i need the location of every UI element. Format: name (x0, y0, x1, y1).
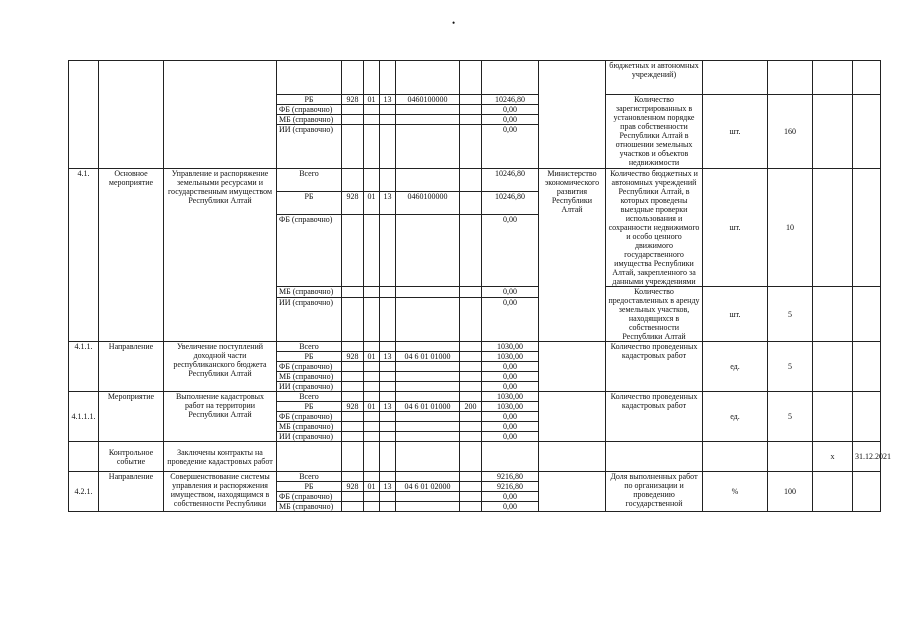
item-type: Контрольное событие (99, 442, 164, 472)
amount-cell: 0,00 (482, 412, 539, 422)
program-table (68, 60, 891, 512)
indicator-cell: Доля выполненных работ по организации и проведению государственной (606, 472, 703, 512)
unit-cell: % (703, 472, 768, 512)
amount-cell: 1030,00 (482, 352, 539, 362)
amount-cell: 9216,80 (482, 482, 539, 492)
indicator-cell: Количество предоставленных в аренду земельных участков, находящихся в собственности Республики Алтай (606, 287, 703, 342)
unit-cell: ед. (703, 342, 768, 392)
source-cell: МБ (справочно) (277, 502, 342, 512)
item-name: Управление и распоряжение земельными ресурсами и государственным имуществом Республики Алтай (164, 169, 277, 342)
amount-cell: 0,00 (482, 432, 539, 442)
source-cell: МБ (справочно) (277, 372, 342, 382)
source-cell: ФБ (справочно) (277, 492, 342, 502)
item-type: Мероприятие (99, 392, 164, 442)
rz-cell: 01 (364, 482, 380, 492)
source-cell: ФБ (справочно) (277, 105, 342, 115)
table-row (69, 472, 881, 482)
table-row (69, 169, 881, 192)
item-name: Заключены контракты на проведение кадастровых работ (164, 442, 277, 472)
unit-cell: ед. (703, 392, 768, 442)
amount-cell: 0,00 (482, 298, 539, 342)
pr-cell: 13 (380, 482, 396, 492)
source-cell: ИИ (справочно) (277, 125, 342, 169)
amount-cell: 0,00 (482, 502, 539, 512)
csr-cell: 04 6 01 01000 (396, 402, 460, 412)
value-cell: 100 (768, 472, 813, 512)
mark-cell: х (813, 442, 853, 472)
source-cell: Всего (277, 342, 342, 352)
rz-cell: 01 (364, 95, 380, 105)
source-cell: Всего (277, 169, 342, 192)
item-type: Направление (99, 342, 164, 392)
unit-cell: шт. (703, 95, 768, 169)
csr-cell: 04 6 01 01000 (396, 352, 460, 362)
csr-cell: 04 6 01 02000 (396, 482, 460, 492)
pr-cell: 13 (380, 352, 396, 362)
grbs-cell: 928 (342, 402, 364, 412)
source-cell: ИИ (справочно) (277, 298, 342, 342)
table-row (69, 95, 881, 105)
indicator-cell: бюджетных и автономных учреждений) (606, 61, 703, 95)
item-name: Увеличение поступлений доходной части республиканского бюджета Республики Алтай (164, 342, 277, 392)
amount-cell: 0,00 (482, 287, 539, 298)
indicator-cell: Количество бюджетных и автономных учреждений Республики Алтай, в которых проведены выездные проверки использования и сохранности недвижимого и особо ценного движимого государственного имущества Республики Алтай, закрепленного за данными учреждениями (606, 169, 703, 287)
grbs-cell: 928 (342, 482, 364, 492)
grbs-cell: 928 (342, 192, 364, 215)
source-cell: ФБ (справочно) (277, 412, 342, 422)
amount-cell: 0,00 (482, 215, 539, 287)
table-row (69, 342, 881, 352)
amount-cell: 0,00 (482, 105, 539, 115)
amount-cell: 1030,00 (482, 342, 539, 352)
amount-cell: 0,00 (482, 492, 539, 502)
rz-cell: 01 (364, 352, 380, 362)
value-cell: 5 (768, 287, 813, 342)
date-cell: 31.12.2021 (853, 442, 881, 472)
amount-cell: 0,00 (482, 115, 539, 125)
unit-cell: шт. (703, 287, 768, 342)
amount-cell: 0,00 (482, 372, 539, 382)
pr-cell: 13 (380, 192, 396, 215)
item-number: 4.1. (69, 169, 99, 342)
rz-cell: 01 (364, 402, 380, 412)
page-mark: • (452, 18, 456, 28)
value-cell: 10 (768, 169, 813, 287)
source-cell: Всего (277, 472, 342, 482)
grbs-cell: 928 (342, 95, 364, 105)
amount-cell: 0,00 (482, 362, 539, 372)
rz-cell: 01 (364, 192, 380, 215)
indicator-cell: Количество зарегистрированных в установленном порядке прав собственности Республики Алтай в отношении земельных участков и объектов недвижимости (606, 95, 703, 169)
source-cell: РБ (277, 402, 342, 412)
table-row (69, 61, 881, 95)
amount-cell: 0,00 (482, 382, 539, 392)
table-row (69, 392, 881, 402)
csr-cell: 0460100000 (396, 95, 460, 105)
table-row (69, 442, 881, 472)
item-name: Совершенствование системы управления и распоряжения имуществом, находящимся в собственности Республики (164, 472, 277, 512)
item-number: 4.1.1. (69, 342, 99, 392)
source-cell: ИИ (справочно) (277, 382, 342, 392)
item-type: Основное мероприятие (99, 169, 164, 342)
source-cell: ИИ (справочно) (277, 432, 342, 442)
amount-cell: 10246,80 (482, 192, 539, 215)
source-cell: РБ (277, 352, 342, 362)
source-cell: МБ (справочно) (277, 422, 342, 432)
amount-cell: 0,00 (482, 125, 539, 169)
amount-cell: 0,00 (482, 422, 539, 432)
vr-cell: 200 (460, 402, 482, 412)
value-cell: 5 (768, 392, 813, 442)
amount-cell: 1030,00 (482, 402, 539, 412)
source-cell: МБ (справочно) (277, 115, 342, 125)
pr-cell: 13 (380, 402, 396, 412)
unit-cell: шт. (703, 169, 768, 287)
executor-cell: Министерство экономического развития Республики Алтай (539, 169, 606, 342)
source-cell: РБ (277, 482, 342, 492)
value-cell: 5 (768, 342, 813, 392)
value-cell: 160 (768, 95, 813, 169)
indicator-cell: Количество проведенных кадастровых работ (606, 392, 703, 442)
item-number: 4.1.1.1. (69, 392, 99, 442)
amount-cell: 10246,80 (482, 95, 539, 105)
pr-cell: 13 (380, 95, 396, 105)
item-number: 4.2.1. (69, 472, 99, 512)
source-cell: ФБ (справочно) (277, 215, 342, 287)
amount-cell: 1030,00 (482, 392, 539, 402)
source-cell: ФБ (справочно) (277, 362, 342, 372)
source-cell: Всего (277, 392, 342, 402)
source-cell: РБ (277, 192, 342, 215)
source-cell: МБ (справочно) (277, 287, 342, 298)
item-name: Выполнение кадастровых работ на территории Республики Алтай (164, 392, 277, 442)
grbs-cell: 928 (342, 352, 364, 362)
source-cell: РБ (277, 95, 342, 105)
csr-cell: 0460100000 (396, 192, 460, 215)
amount-cell: 9216,80 (482, 472, 539, 482)
item-type: Направление (99, 472, 164, 512)
amount-cell: 10246,80 (482, 169, 539, 192)
indicator-cell: Количество проведенных кадастровых работ (606, 342, 703, 392)
